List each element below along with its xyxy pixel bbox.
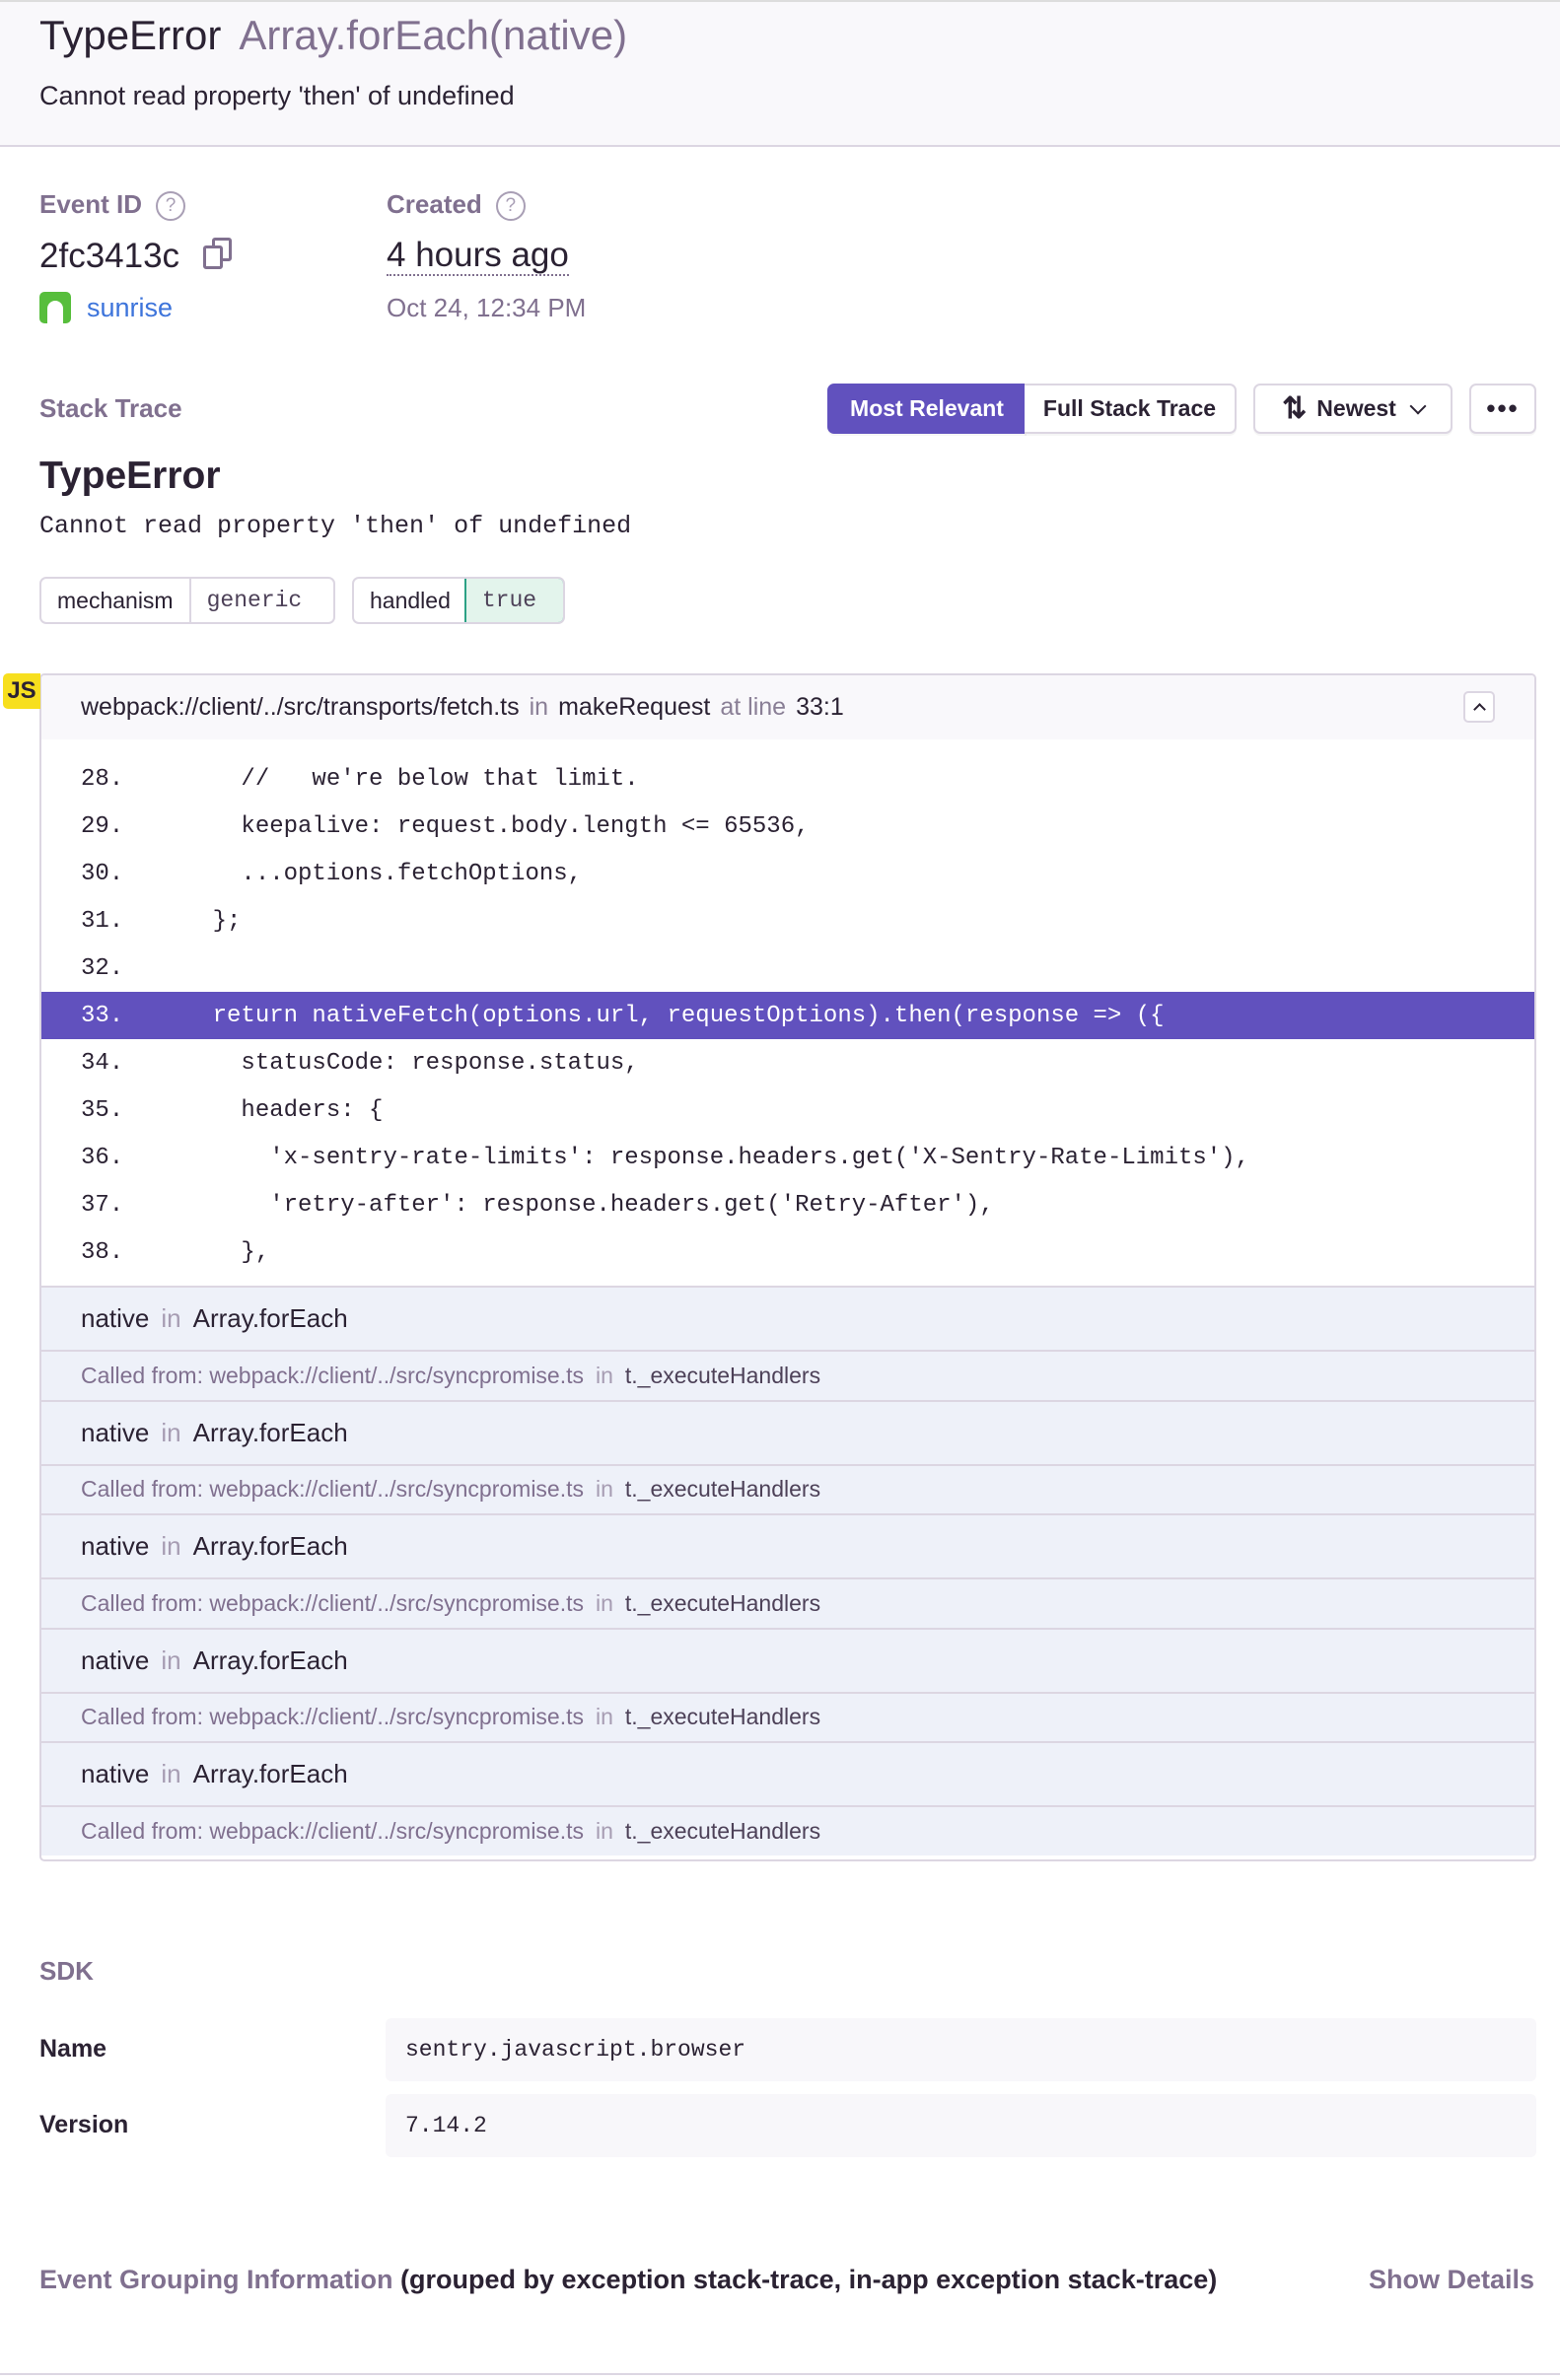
line-code: return nativeFetch(options.url, requestOptions).then(response => ({ xyxy=(156,1002,1165,1029)
error-message: Cannot read property 'then' of undefined xyxy=(39,81,515,110)
native-frame[interactable]: native in Array.forEach xyxy=(41,1628,1534,1692)
show-details-button[interactable]: Show Details xyxy=(1368,2265,1534,2294)
copy-icon[interactable] xyxy=(203,238,233,269)
code-line xyxy=(41,1228,1534,1276)
event-header xyxy=(0,0,1560,147)
line-code: statusCode: response.status, xyxy=(156,1049,639,1077)
native-frames xyxy=(41,1286,1534,1855)
frame-header[interactable]: webpack://client/../src/transports/fetch.ts in makeRequest at line 33:1 xyxy=(41,675,1534,739)
line-number: 29. xyxy=(81,812,124,840)
line-code: // we're below that limit. xyxy=(156,765,639,793)
code-line xyxy=(41,803,1534,850)
exception-type: TypeError xyxy=(39,455,221,497)
code-line xyxy=(41,1039,1534,1086)
line-number: 34. xyxy=(81,1049,124,1077)
created-relative[interactable]: 4 hours ago xyxy=(387,236,569,274)
native-frame[interactable]: native in Array.forEach xyxy=(41,1741,1534,1805)
chevron-down-icon xyxy=(1409,397,1426,414)
code-line xyxy=(41,992,1534,1039)
code-line xyxy=(41,1086,1534,1134)
line-number: 32. xyxy=(81,954,124,982)
stack-trace-title: Stack Trace xyxy=(39,393,182,423)
stack-frames xyxy=(39,673,1536,1861)
most-relevant-button[interactable]: Most Relevant xyxy=(827,384,1027,434)
full-stack-trace-button[interactable]: Full Stack Trace xyxy=(1025,384,1237,434)
divider xyxy=(0,2373,1560,2375)
line-number: 30. xyxy=(81,860,124,887)
sort-dropdown[interactable]: ⇅ Newest xyxy=(1253,384,1453,434)
line-number: 38. xyxy=(81,1238,124,1266)
event-id-label: Event ID ? xyxy=(39,189,185,221)
line-number: 33. xyxy=(81,1002,124,1029)
called-from-row: Called from: webpack://client/../src/syncpromise.ts in t._executeHandlers xyxy=(41,1350,1534,1400)
code-line xyxy=(41,945,1534,992)
line-code: 'retry-after': response.headers.get('Retry-After'), xyxy=(156,1191,994,1219)
native-frame[interactable]: native in Array.forEach xyxy=(41,1513,1534,1577)
code-line xyxy=(41,1181,1534,1228)
project-link[interactable]: sunrise xyxy=(39,292,173,323)
more-options-button[interactable] xyxy=(1469,384,1536,434)
sdk-name-value: sentry.javascript.browser xyxy=(386,2018,1536,2081)
code-context xyxy=(41,739,1534,1276)
line-number: 37. xyxy=(81,1191,124,1219)
event-id: 2fc3413c xyxy=(39,237,233,276)
line-number: 28. xyxy=(81,765,124,793)
sdk-name-label: Name xyxy=(39,2035,107,2063)
sdk-version-label: Version xyxy=(39,2111,129,2138)
collapse-toggle[interactable] xyxy=(1463,691,1495,723)
line-code: }, xyxy=(156,1238,270,1266)
called-from-row: Called from: webpack://client/../src/syncpromise.ts in t._executeHandlers xyxy=(41,1805,1534,1855)
js-platform-icon: JS xyxy=(3,673,40,709)
line-code: headers: { xyxy=(156,1096,384,1124)
sdk-version-value: 7.14.2 xyxy=(386,2094,1536,2157)
project-icon xyxy=(39,292,71,323)
native-frame[interactable]: native in Array.forEach xyxy=(41,1286,1534,1350)
line-number: 31. xyxy=(81,907,124,935)
error-type: TypeError xyxy=(39,12,222,58)
created-date: Oct 24, 12:34 PM xyxy=(387,293,587,322)
chevron-up-icon xyxy=(1473,703,1486,716)
line-number: 36. xyxy=(81,1144,124,1171)
code-line xyxy=(41,755,1534,803)
created-label: Created ? xyxy=(387,189,526,221)
called-from-row: Called from: webpack://client/../src/syncpromise.ts in t._executeHandlers xyxy=(41,1692,1534,1742)
grouping-info: Event Grouping Information (grouped by exception stack-trace, in-app exception stack-trace) xyxy=(39,2265,1218,2294)
line-code: }; xyxy=(156,907,242,935)
exception-value: Cannot read property 'then' of undefined xyxy=(39,512,632,540)
called-from-row: Called from: webpack://client/../src/syncpromise.ts in t._executeHandlers xyxy=(41,1577,1534,1628)
called-from-row: Called from: webpack://client/../src/syncpromise.ts in t._executeHandlers xyxy=(41,1464,1534,1514)
code-line xyxy=(41,1134,1534,1181)
event-title xyxy=(39,12,627,59)
line-code: 'x-sentry-rate-limits': response.headers.get('X-Sentry-Rate-Limits'), xyxy=(156,1144,1249,1171)
help-icon[interactable]: ? xyxy=(156,191,185,221)
ellipsis-icon: ••• xyxy=(1486,393,1520,423)
tag-handled[interactable]: handled true xyxy=(352,577,565,624)
error-location: Array.forEach(native) xyxy=(239,12,628,58)
code-line xyxy=(41,850,1534,897)
line-code: keepalive: request.body.length <= 65536, xyxy=(156,812,810,840)
line-number: 35. xyxy=(81,1096,124,1124)
line-code: ...options.fetchOptions, xyxy=(156,860,583,887)
code-line xyxy=(41,897,1534,945)
sort-icon: ⇅ xyxy=(1282,392,1308,425)
native-frame[interactable]: native in Array.forEach xyxy=(41,1400,1534,1464)
tag-mechanism[interactable]: mechanism generic xyxy=(39,577,335,624)
sdk-title: SDK xyxy=(39,1956,94,1986)
help-icon[interactable]: ? xyxy=(496,191,526,221)
